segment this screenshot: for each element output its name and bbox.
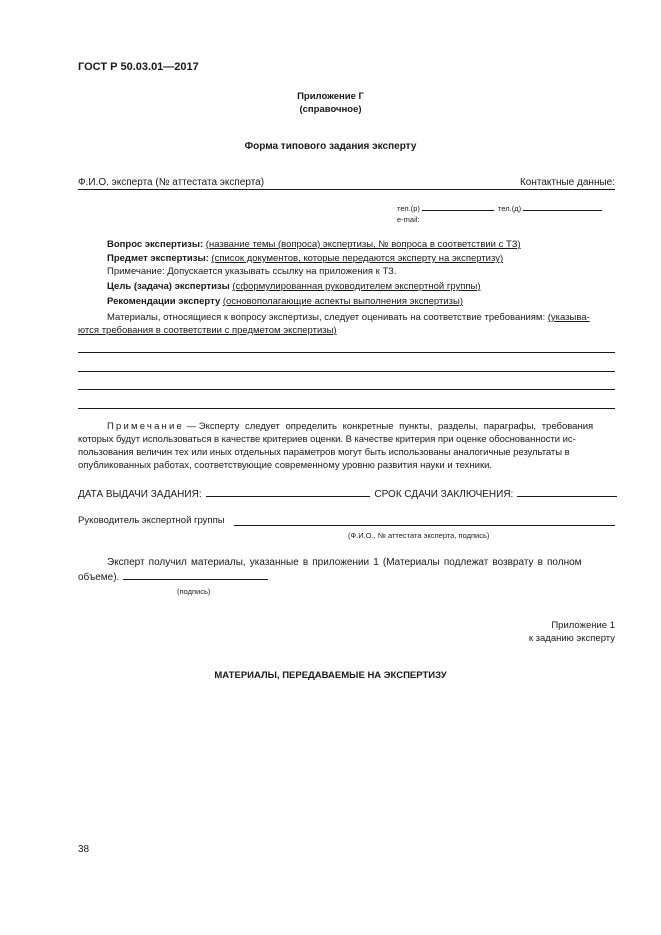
issue-date-field[interactable] [206, 496, 370, 497]
tel-home-label: тел.(д) [498, 204, 522, 213]
issue-date-label: ДАТА ВЫДАЧИ ЗАДАНИЯ: [78, 489, 202, 500]
leader-label: Руководитель экспертной группы [78, 515, 225, 526]
page-number: 38 [78, 844, 90, 855]
expert-name-underline[interactable] [78, 189, 615, 190]
recommendations-row [107, 296, 463, 307]
email-label: e-mail: [397, 215, 420, 224]
subject-label: Предмет экспертизы: [107, 253, 209, 264]
signature-field[interactable] [123, 579, 268, 580]
tel-work-label: тел.(р) [397, 204, 420, 213]
receipt-line-1: Эксперт получил материалы, указанные в приложении 1 (Материалы подлежат возврату в полном [107, 557, 582, 568]
question-label: Вопрос экспертизы: [107, 239, 204, 250]
goal-value: (сформулированная руководителем экспертной группы) [232, 281, 481, 292]
appendix-subtitle: (справочное) [299, 104, 362, 115]
receipt-text-end: объеме). [78, 572, 120, 583]
attachments-note: Примечание: Допускается указывать ссылку на приложения к ТЗ. [107, 266, 397, 277]
goal-label: Цель (задача) экспертизы [107, 281, 230, 292]
leader-field[interactable] [234, 525, 615, 526]
note-line-3: пользования величин тех или иных отдельных параметров могут быть использованы аналогичные результаты в [78, 447, 570, 458]
signature-caption: (подпись) [177, 587, 211, 596]
annex-subtitle: к заданию эксперту [528, 633, 615, 644]
tel-work-field[interactable] [422, 210, 494, 211]
form-title: Форма типового задания эксперту [244, 141, 417, 152]
question-value: (название темы (вопроса) экспертизы, № вопроса в соответствии с ТЗ) [205, 239, 521, 250]
due-date-label: СРОК СДАЧИ ЗАКЛЮЧЕНИЯ: [374, 489, 514, 500]
recommendations-value: (основополагающие аспекты выполнения экспертизы) [222, 296, 464, 307]
tel-home-field[interactable] [523, 210, 602, 211]
note-block [78, 420, 615, 472]
materials-value-end: ются требования в соответствии с предметом экспертизы) [78, 325, 337, 336]
document-id: ГОСТ Р 50.03.01—2017 [78, 61, 199, 73]
expert-name-label: Ф.И.О. эксперта (№ аттестата эксперта) [78, 177, 265, 188]
materials-value-start: (указыва- [547, 312, 590, 323]
requirements-line-3[interactable] [78, 389, 615, 390]
materials-text: Материалы, относящиеся к вопросу экспертизы, следует оценивать на соответствие требованиям: [107, 312, 546, 323]
receipt-line-2 [78, 572, 268, 583]
annex-title: Приложение 1 [551, 620, 615, 631]
appendix-title: Приложение Г [297, 91, 364, 102]
note-line-4: опубликованных работах, соответствующие современному уровню развития науки и техники. [78, 460, 493, 471]
materials-line-1 [107, 312, 615, 323]
subject-row [107, 253, 503, 264]
recommendations-label: Рекомендации эксперту [107, 296, 221, 307]
contacts-label: Контактные данные: [519, 177, 615, 188]
note-label: Примечание [107, 421, 184, 432]
due-date-field[interactable] [517, 496, 617, 497]
note-line-2: которых будут использоваться в качестве критериев оценки. В качестве критерия при оценке обоснованности ис- [78, 434, 576, 445]
requirements-line-1[interactable] [78, 352, 615, 353]
note-line-1: Эксперту следует определить конкретные пункты, разделы, параграфы, требования [198, 421, 594, 432]
materials-heading: МАТЕРИАЛЫ, ПЕРЕДАВАЕМЫЕ НА ЭКСПЕРТИЗУ [214, 670, 447, 681]
requirements-line-2[interactable] [78, 371, 615, 372]
goal-row [107, 281, 481, 292]
note-dash: — [186, 421, 197, 432]
requirements-line-4[interactable] [78, 408, 615, 409]
subject-value: (список документов, которые передаются эксперту на экспертизу) [211, 253, 504, 264]
question-row [107, 239, 521, 250]
leader-caption: (Ф.И.О., № аттестата эксперта, подпись) [348, 531, 490, 540]
dates-row [78, 489, 617, 500]
